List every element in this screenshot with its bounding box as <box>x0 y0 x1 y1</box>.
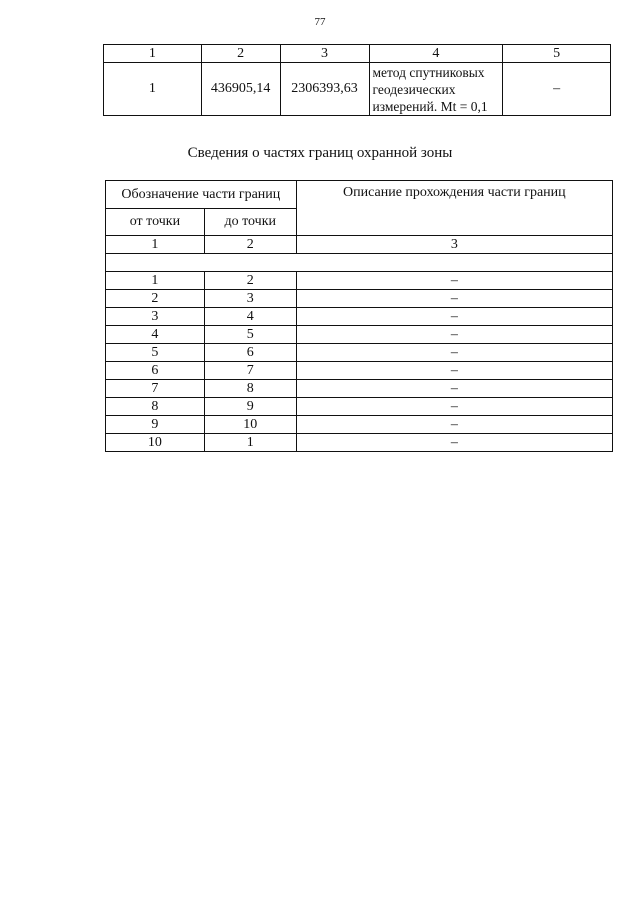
from-cell: 1 <box>106 272 205 290</box>
table-row <box>106 272 613 290</box>
column-number-cell: 3 <box>296 236 612 254</box>
coordinates-table <box>103 44 611 116</box>
column-number-cell: 3 <box>280 45 369 63</box>
parts-header-row <box>106 181 613 209</box>
column-number-cell: 4 <box>369 45 503 63</box>
x-coordinate-cell: 436905,14 <box>201 63 280 116</box>
to-cell: 1 <box>204 434 296 452</box>
from-cell: 7 <box>106 380 205 398</box>
description-cell: – <box>296 362 612 380</box>
description-cell: – <box>296 380 612 398</box>
to-cell: 3 <box>204 290 296 308</box>
from-cell: 5 <box>106 344 205 362</box>
column-number-cell: 2 <box>201 45 280 63</box>
point-cell: 1 <box>104 63 202 116</box>
empty-row <box>106 254 613 272</box>
table-row <box>106 290 613 308</box>
to-cell: 9 <box>204 398 296 416</box>
description-cell: – <box>296 416 612 434</box>
to-cell: 2 <box>204 272 296 290</box>
description-cell: – <box>296 326 612 344</box>
description-cell: – <box>296 290 612 308</box>
description-header-cell: Описание прохождения части границ <box>296 181 612 236</box>
from-cell: 6 <box>106 362 205 380</box>
from-cell: 4 <box>106 326 205 344</box>
note-cell: – <box>503 63 611 116</box>
from-cell: 10 <box>106 434 205 452</box>
table-row <box>106 416 613 434</box>
from-cell: 8 <box>106 398 205 416</box>
method-line: метод спутниковых <box>372 64 485 80</box>
description-cell: – <box>296 434 612 452</box>
method-cell <box>369 63 503 116</box>
table-row <box>106 344 613 362</box>
column-numbers-row <box>106 236 613 254</box>
page-number: 77 <box>314 16 326 28</box>
y-coordinate-cell: 2306393,63 <box>280 63 369 116</box>
section-title: Сведения о частях границ охранной зоны <box>187 145 453 161</box>
description-cell: – <box>296 398 612 416</box>
description-cell: – <box>296 344 612 362</box>
table-row <box>106 398 613 416</box>
from-cell: 3 <box>106 308 205 326</box>
description-cell: – <box>296 308 612 326</box>
table-row <box>106 380 613 398</box>
to-cell: 7 <box>204 362 296 380</box>
boundary-parts-table <box>105 180 613 452</box>
group-header-cell: Обозначение части границ <box>106 181 297 209</box>
description-cell: – <box>296 272 612 290</box>
to-header-cell: до точки <box>204 209 296 236</box>
method-line: геодезических <box>372 81 456 97</box>
to-cell: 8 <box>204 380 296 398</box>
empty-cell <box>106 254 613 272</box>
from-header-cell: от точки <box>106 209 205 236</box>
table-row <box>106 434 613 452</box>
from-cell: 2 <box>106 290 205 308</box>
table-row <box>106 308 613 326</box>
table-row <box>106 362 613 380</box>
column-number-cell: 2 <box>204 236 296 254</box>
to-cell: 6 <box>204 344 296 362</box>
to-cell: 5 <box>204 326 296 344</box>
to-cell: 4 <box>204 308 296 326</box>
method-line: измерений. Mt = 0,1 <box>372 98 488 114</box>
coordinates-row <box>104 63 611 116</box>
coordinates-header-row <box>104 45 611 63</box>
to-cell: 10 <box>204 416 296 434</box>
table-row <box>106 326 613 344</box>
column-number-cell: 5 <box>503 45 611 63</box>
from-cell: 9 <box>106 416 205 434</box>
column-number-cell: 1 <box>106 236 205 254</box>
column-number-cell: 1 <box>104 45 202 63</box>
